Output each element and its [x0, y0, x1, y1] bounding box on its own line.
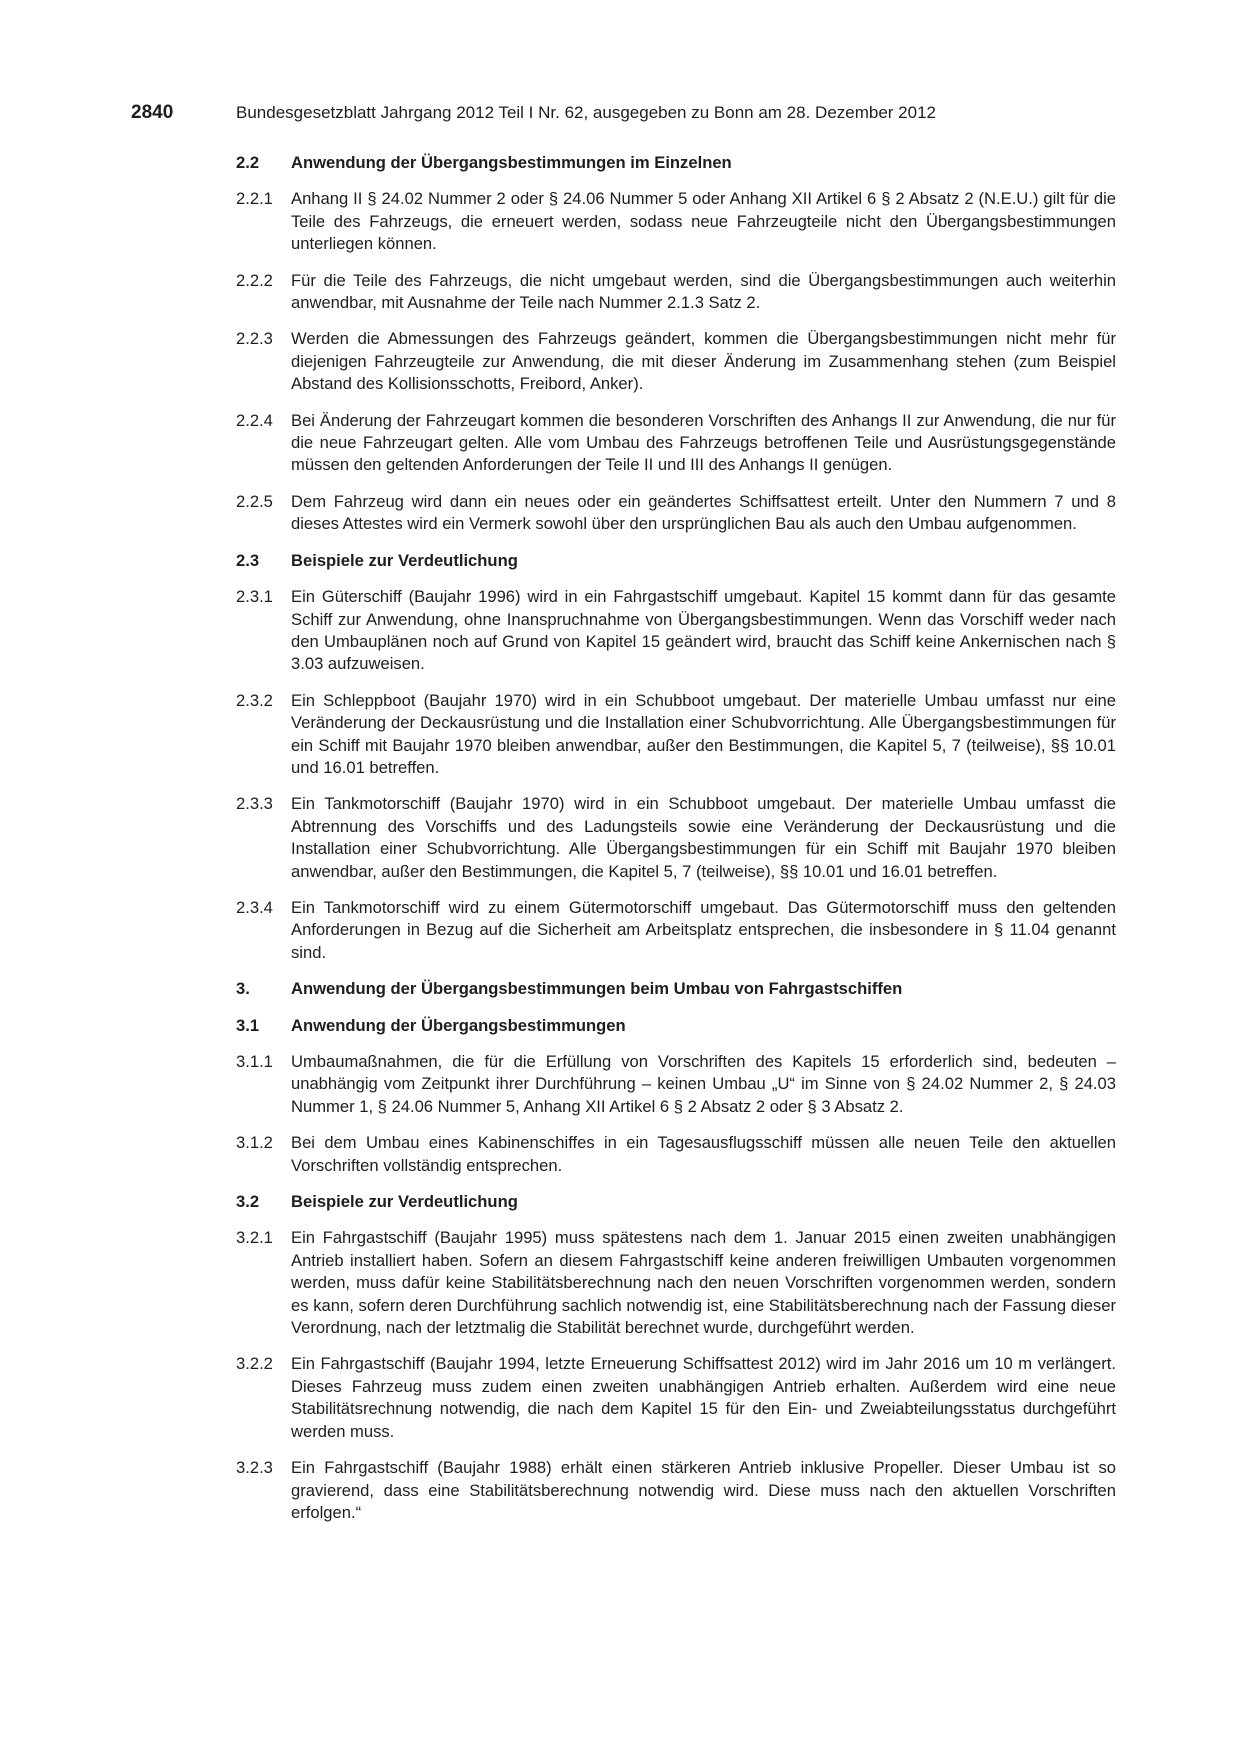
paragraph-text: Ein Schleppboot (Baujahr 1970) wird in ein Schubboot umgebaut. Der materielle Umbau umfasst nur eine Veränderung der Deckausrüstung und die Installation einer Schubvorrichtung. Alle Übergangsbestimmungen für ein Schiff mit Baujahr 1970 bleiben anwendbar, außer den Bestimmungen, die Kapitel 5, 7 (teilweise), §§ 10.01 und 16.01 betreffen.: [291, 690, 1116, 777]
paragraph-text: Ein Fahrgastschiff (Baujahr 1994, letzte Erneuerung Schiffsattest 2012) wird im Jahr 2016 um 10 m verlängert. Dieses Fahrzeug muss zudem einen zweiten unabhängigen Antrieb erhalten. Außerdem wird eine neue Stabilitätsrechnung notwendig, die nach dem Kapitel 15 für den Ein- und Zweiabteilungsstatus durchgeführt werden muss.: [291, 1354, 1116, 1441]
paragraph-number: 3.2.3: [236, 1458, 273, 1478]
paragraph-number: 3.2: [236, 1192, 260, 1212]
paragraph-text: Ein Tankmotorschiff wird zu einem Gütermotorschiff umgebaut. Das Gütermotorschiff muss den geltenden Anforderungen in Bezug auf die Sicherheit am Arbeitsplatz entsprechen, die insbesondere in § 11.04 genannt sind.: [291, 897, 1116, 962]
paragraph-text: Dem Fahrzeug wird dann ein neues oder ein geändertes Schiffsattest erteilt. Unter den Nummern 7 und 8 dieses Attestes wird ein Vermerk sowohl über den ursprünglichen Bau als auch den Umbau aufgenommen.: [291, 491, 1116, 534]
paragraph-number: 2.3.4: [236, 897, 273, 917]
numbered-paragraph: [236, 897, 1116, 964]
numbered-paragraph: [236, 1457, 1116, 1524]
paragraph-number: 3.1: [236, 1015, 260, 1035]
paragraph-text: Für die Teile des Fahrzeugs, die nicht umgebaut werden, sind die Übergangsbestimmungen auch weiterhin anwendbar, mit Ausnahme der Teile nach Nummer 2.1.3 Satz 2.: [291, 270, 1116, 313]
numbered-paragraph: [236, 586, 1116, 676]
numbered-paragraph: [236, 410, 1116, 477]
numbered-paragraph: [236, 328, 1116, 395]
paragraph-text: Anhang II § 24.02 Nummer 2 oder § 24.06 Nummer 5 oder Anhang XII Artikel 6 § 2 Absatz 2 (N.E.U.) gilt für die Teile des Fahrzeugs, die erneuert werden, sodass neue Fahrzeugteile nicht den Übergangsbestimmungen unterliegen können.: [291, 189, 1116, 254]
numbered-paragraph: [236, 1227, 1116, 1339]
numbered-paragraph: [236, 491, 1116, 536]
paragraph-number: 2.2.4: [236, 410, 273, 430]
paragraph-number: 3.2.1: [236, 1228, 273, 1248]
numbered-paragraph: [236, 690, 1116, 780]
paragraph-number: 3.: [236, 979, 250, 999]
paragraph-text: Ein Fahrgastschiff (Baujahr 1995) muss spätestens nach dem 1. Januar 2015 einen zweiten unabhängigen Antrieb installiert haben. Sofern an diesem Fahrgastschiff keine anderen freiwilligen Umbauten vorgenommen werden, muss dafür keine Stabilitätsberechnung nach den neuen Vorschriften vorgenommen werden, sondern es kann, sofern deren Durchführung sachlich notwendig ist, eine Stabilitätsberechnung nach der Fassung dieser Verordnung, nach der letztmalig die Stabilität berechnet wurde, durchgeführt werden.: [291, 1228, 1116, 1338]
paragraph-text: Ein Fahrgastschiff (Baujahr 1988) erhält einen stärkeren Antrieb inklusive Propeller. Dieser Umbau ist so gravierend, dass eine Stabilitätsberechnung notwendig wird. Diese muss nach den aktuellen Vorschriften erfolgen.“: [291, 1458, 1116, 1522]
paragraph-text: Anwendung der Übergangsbestimmungen beim Umbau von Fahrgastschiffen: [291, 979, 903, 999]
paragraph-number: 3.2.2: [236, 1354, 273, 1374]
numbered-paragraph: [236, 1051, 1116, 1118]
paragraph-text: Werden die Abmessungen des Fahrzeugs geändert, kommen die Übergangsbestimmungen nicht mehr für diejenigen Fahrzeugteile zur Anwendung, die mit dieser Änderung im Zusammenhang stehen (zum Beispiel Abstand des Kollisionsschotts, Freibord, Anker).: [291, 329, 1116, 394]
paragraph-text: Ein Tankmotorschiff (Baujahr 1970) wird in ein Schubboot umgebaut. Der materielle Umbau umfasst die Abtrennung des Vorschiffs und des Ladungsteils sowie eine Veränderung der Deckausrüstung und die Installation einer Schubvorrichtung. Alle Übergangsbestimmungen für ein Schiff mit Baujahr 1970 bleiben anwendbar, außer den Bestimmungen, die Kapitel 5, 7 (teilweise), §§ 10.01 und 16.01 betreffen.: [291, 794, 1116, 881]
paragraph-text: Bei dem Umbau eines Kabinenschiffes in ein Tagesausflugsschiff müssen alle neuen Teile den aktuellen Vorschriften vollständig entsprechen.: [291, 1133, 1116, 1175]
paragraph-number: 2.3.2: [236, 690, 273, 710]
paragraph-text: Anwendung der Übergangsbestimmungen: [291, 1015, 626, 1035]
paragraph-number: 2.3: [236, 550, 260, 570]
paragraph-number: 2.2: [236, 153, 260, 172]
paragraph-number: 3.1.2: [236, 1133, 273, 1153]
paragraph-number: 3.1.1: [236, 1052, 273, 1071]
paragraph-text: Anwendung der Übergangsbestimmungen im Einzelnen: [291, 153, 732, 172]
numbered-paragraph: [236, 1132, 1116, 1177]
page-number: 2840: [131, 102, 174, 123]
numbered-paragraph: [236, 270, 1116, 315]
section-heading: [236, 152, 1116, 174]
paragraph-number: 2.2.3: [236, 329, 273, 349]
section-heading: [236, 1191, 1116, 1213]
paragraph-number: 2.2.5: [236, 491, 273, 511]
document-body: [236, 152, 1116, 1524]
paragraph-number: 2.3.3: [236, 794, 273, 814]
numbered-paragraph: [236, 188, 1116, 255]
header-title: Bundesgesetzblatt Jahrgang 2012 Teil I Nr. 62, ausgegeben zu Bonn am 28. Dezember 2012: [236, 103, 936, 122]
paragraph-number: 2.3.1: [236, 587, 273, 607]
paragraph-text: Ein Güterschiff (Baujahr 1996) wird in ein Fahrgastschiff umgebaut. Kapitel 15 kommt dann für das gesamte Schiff zur Anwendung, ohne Inanspruchnahme von Übergangsbestimmungen. Wenn das Vorschiff weder nach den Umbauplänen noch auf Grund von Kapitel 15 geändert wird, braucht das Schiff keine Ankernischen nach § 3.03 aufzuweisen.: [291, 587, 1116, 674]
page-header: [131, 101, 1121, 125]
paragraph-text: Umbaumaßnahmen, die für die Erfüllung von Vorschriften des Kapitels 15 erforderlich sind, bedeuten – unabhängig vom Zeitpunkt ihrer Durchführung – keinen Umbau „U“ im Sinne von § 24.02 Nummer 2, § 24.03 Nummer 1, § 24.06 Nummer 5, Anhang XII Artikel 6 § 2 Absatz 2 oder § 3 Absatz 2.: [291, 1052, 1116, 1116]
section-heading: [236, 978, 1116, 1000]
section-heading: [236, 550, 1116, 572]
paragraph-text: Bei Änderung der Fahrzeugart kommen die besonderen Vorschriften des Anhangs II zur Anwendung, die nur für die neue Fahrzeugart gelten. Alle vom Umbau des Fahrzeugs betroffenen Teile und Ausrüstungsgegenstände müssen den geltenden Anforderungen der Teile II und III des Anhangs II genügen.: [291, 410, 1116, 475]
paragraph-number: 2.2.2: [236, 270, 273, 290]
paragraph-text: Beispiele zur Verdeutlichung: [291, 1192, 518, 1212]
numbered-paragraph: [236, 1353, 1116, 1443]
paragraph-number: 2.2.1: [236, 189, 273, 209]
numbered-paragraph: [236, 793, 1116, 883]
paragraph-text: Beispiele zur Verdeutlichung: [291, 550, 518, 570]
section-heading: [236, 1015, 1116, 1037]
